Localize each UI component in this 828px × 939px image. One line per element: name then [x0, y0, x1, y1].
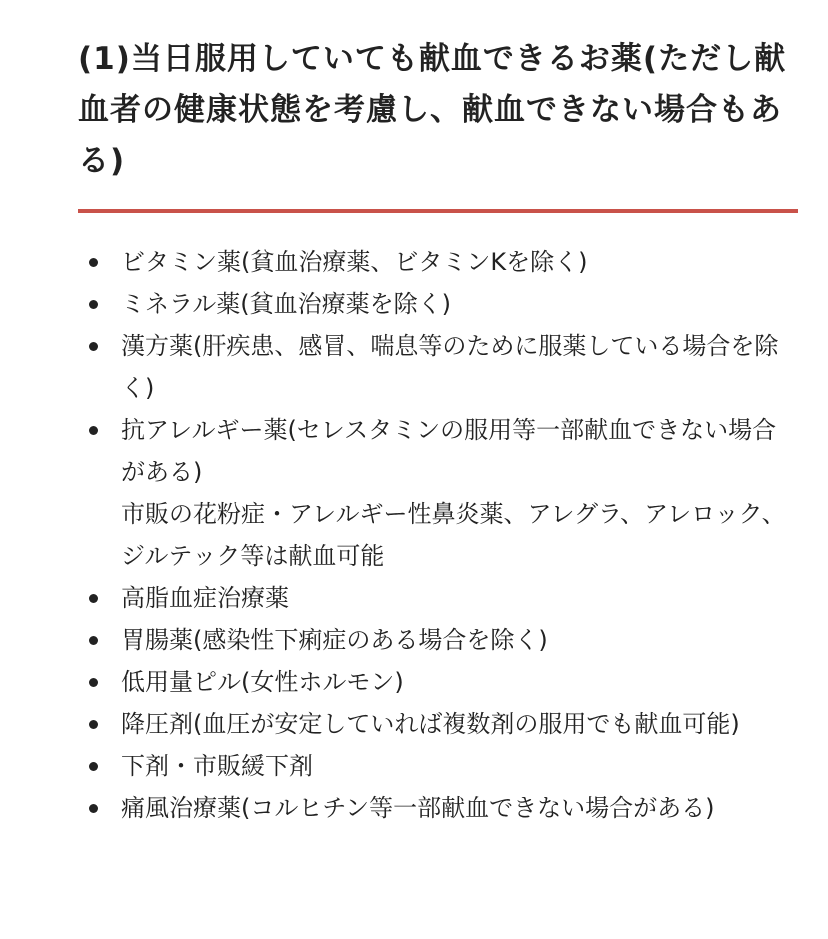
list-item [78, 325, 798, 409]
heading-divider [78, 209, 798, 213]
bullet-icon [89, 258, 98, 267]
bullet-icon [89, 300, 98, 309]
list-item-text: 漢方薬(肝疾患、感冒、喘息等のために服薬している場合を除く) [121, 332, 779, 402]
list-item-text: 降圧剤(血圧が安定していれば複数剤の服用でも献血可能) [121, 710, 740, 738]
list-item [78, 703, 798, 745]
list-item [78, 787, 798, 829]
bullet-icon [89, 636, 98, 645]
bullet-icon [89, 594, 98, 603]
list-item [78, 577, 798, 619]
list-item-text: 低用量ピル(女性ホルモン) [121, 668, 404, 696]
list-item-note: 市販の花粉症・アレルギー性鼻炎薬、アレグラ、アレロック、ジルテック等は献血可能 [121, 500, 786, 570]
list-item [78, 661, 798, 703]
list-item [78, 241, 798, 283]
bullet-icon [89, 762, 98, 771]
bullet-icon [89, 426, 98, 435]
list-item [78, 283, 798, 325]
medication-section [78, 34, 798, 829]
list-item [78, 619, 798, 661]
bullet-icon [89, 678, 98, 687]
list-item-text: ミネラル薬(貧血治療薬を除く) [121, 290, 452, 318]
list-item [78, 745, 798, 787]
list-item-text: 胃腸薬(感染性下痢症のある場合を除く) [121, 626, 548, 654]
list-item-text: 痛風治療薬(コルヒチン等一部献血できない場合がある) [121, 794, 715, 822]
section-heading: (1)当日服用していても献血できるお薬(ただし献血者の健康状態を考慮し、献血できない場合もある) [78, 41, 787, 179]
bullet-icon [89, 804, 98, 813]
bullet-icon [89, 342, 98, 351]
list-item-text: 抗アレルギー薬(セレスタミンの服用等一部献血できない場合がある) [121, 416, 777, 486]
list-item-text: 下剤・市販緩下剤 [121, 752, 313, 780]
list-item-text: 高脂血症治療薬 [121, 584, 289, 612]
list-item-text: ビタミン薬(貧血治療薬、ビタミンKを除く) [121, 248, 588, 276]
list-item [78, 409, 798, 577]
medication-list [78, 241, 798, 829]
bullet-icon [89, 720, 98, 729]
